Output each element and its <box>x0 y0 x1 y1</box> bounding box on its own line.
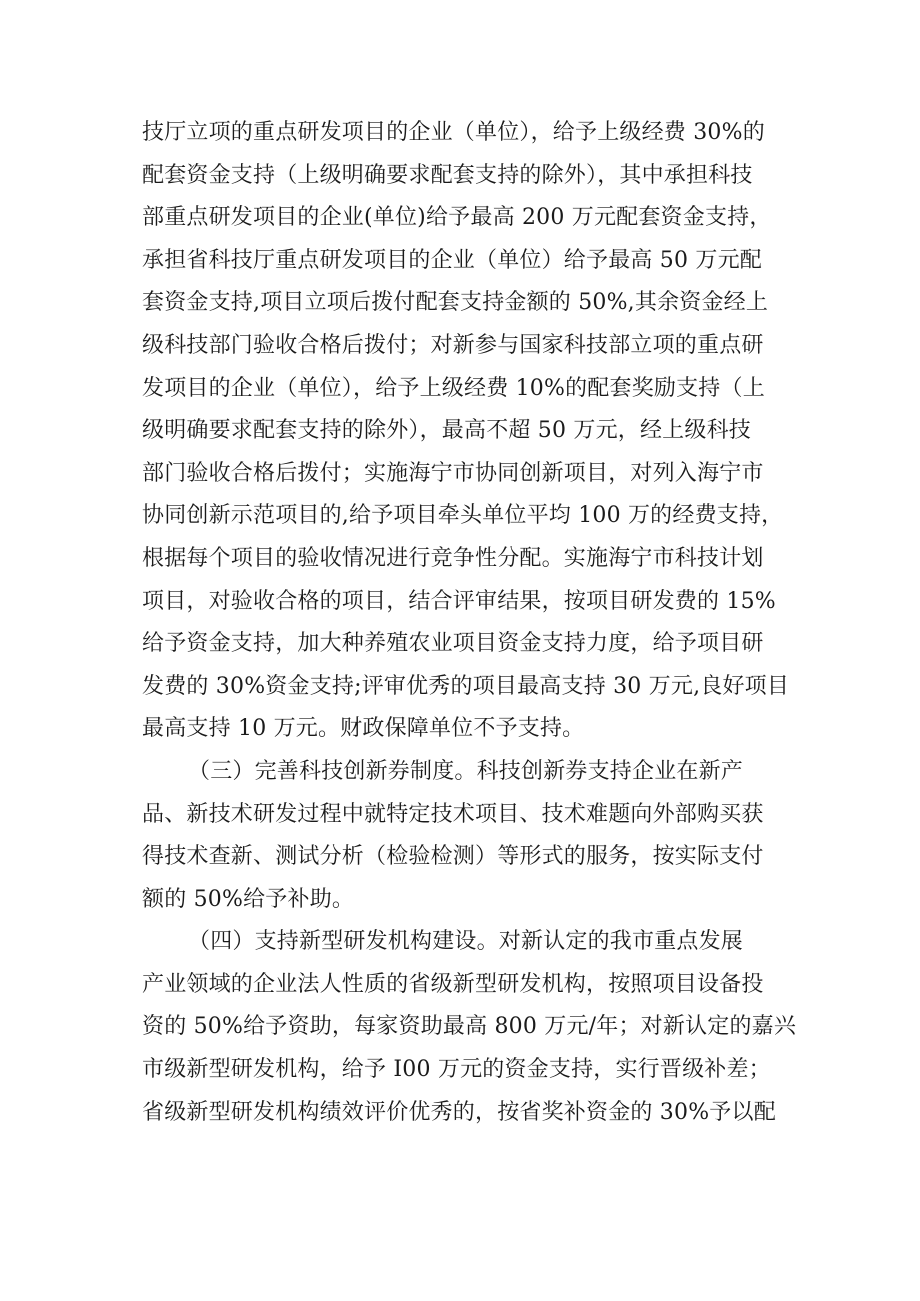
text-line: 品、新技术研发过程中就特定技术项目、技术难题向外部购买获 <box>142 801 764 827</box>
text-line: 发费的 30%资金支持;评审优秀的项目最高支持 30 万元,良好项目 <box>142 673 790 699</box>
text-line: 协同创新示范项目的,给予项目牵头单位平均 100 万的经费支持， <box>142 503 784 529</box>
text-line: （三）完善科技创新券制度。科技创新券支持企业在新产 <box>188 758 744 784</box>
text-line: 配套资金支持（上级明确要求配套支持的除外），其中承担科技 <box>142 162 753 188</box>
text-line: 发项目的企业（单位），给予上级经费 10%的配套奖励支持（上 <box>142 375 765 401</box>
text-line: 最高支持 10 万元。财政保障单位不予支持。 <box>142 716 585 742</box>
text-line: 市级新型研发机构，给予 I00 万元的资金支持，实行晋级补差； <box>142 1057 771 1083</box>
text-line: 级明确要求配套支持的除外），最高不超 50 万元，经上级科技 <box>142 418 751 444</box>
text-line: 级科技部门验收合格后拨付；对新参与国家科技部立项的重点研 <box>142 332 764 358</box>
text-line: 得技术查新、测试分析（检验检测）等形式的服务，按实际支付 <box>142 844 764 870</box>
text-line: 给予资金支持，加大种养殖农业项目资金支持力度，给予项目研 <box>142 631 764 657</box>
text-line: 套资金支持,项目立项后拨付配套支持金额的 50%,其余资金经上 <box>142 290 769 316</box>
text-line: 产业领域的企业法人性质的省级新型研发机构，按照项目设备投 <box>142 971 764 997</box>
text-line: 额的 50%给予补助。 <box>142 886 355 912</box>
text-line: 技厅立项的重点研发项目的企业（单位），给予上级经费 30%的 <box>142 120 765 145</box>
document-body <box>142 112 797 1134</box>
paragraph-1 <box>142 112 792 751</box>
paragraph-2 <box>142 751 792 921</box>
paragraph-3 <box>142 921 797 1134</box>
text-line: （四）支持新型研发机构建设。对新认定的我市重点发展 <box>188 929 744 955</box>
text-line: 根据每个项目的验收情况进行竞争性分配。实施海宁市科技计划 <box>142 545 764 571</box>
text-line: 项目，对验收合格的项目，结合评审结果，按项目研发费的 15% <box>142 588 776 614</box>
text-line: 资的 50%给予资助，每家资助最高 800 万元/年；对新认定的嘉兴 <box>142 1014 797 1040</box>
text-line: 省级新型研发机构绩效评价优秀的，按省奖补资金的 30%予以配 <box>142 1099 776 1125</box>
text-line: 部重点研发项目的企业(单位)给予最高 200 万元配套资金支持， <box>142 205 772 231</box>
text-line: 承担省科技厅重点研发项目的企业（单位）给予最高 50 万元配 <box>142 247 762 273</box>
text-line: 部门验收合格后拨付；实施海宁市协同创新项目，对列入海宁市 <box>142 460 764 486</box>
